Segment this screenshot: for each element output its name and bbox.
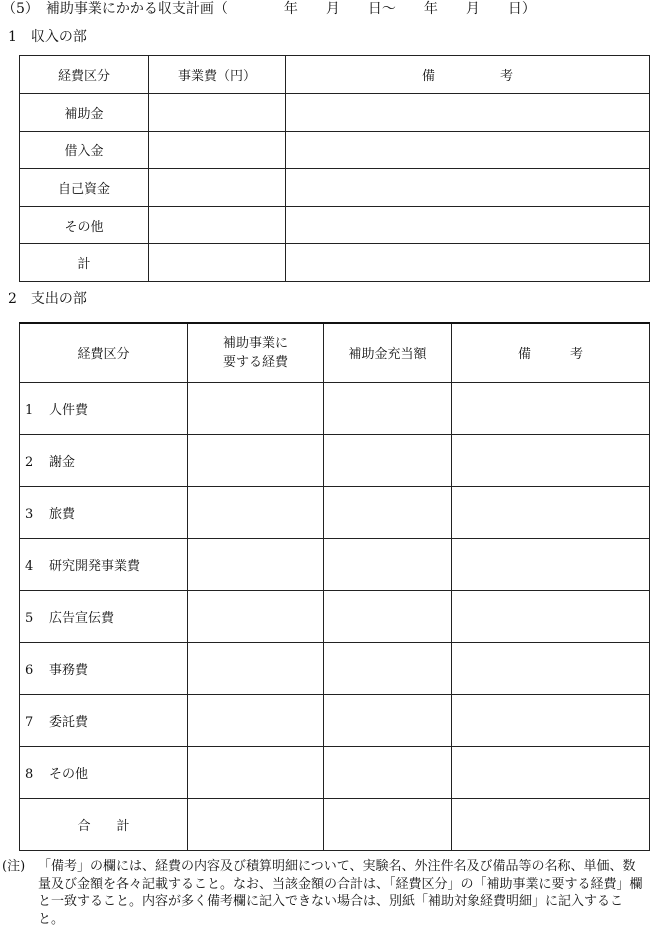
- expense-remarks-cell[interactable]: [452, 746, 650, 798]
- expense-row-label: [20, 590, 188, 642]
- expense-header-category: 経費区分: [20, 323, 188, 382]
- expense-row: [20, 694, 650, 746]
- income-row-label: 計: [20, 244, 149, 282]
- income-row-label: その他: [20, 206, 149, 244]
- income-header-remarks: 備 考: [286, 56, 650, 94]
- expense-row-number: 4: [25, 558, 34, 574]
- expense-required-cell[interactable]: [188, 746, 324, 798]
- income-table: [19, 55, 650, 282]
- expense-row-name: 事務費: [49, 662, 89, 678]
- expense-row: [20, 486, 650, 538]
- expense-table: [19, 322, 650, 851]
- expense-row-number: 8: [25, 766, 34, 782]
- income-remarks-cell[interactable]: [286, 244, 650, 282]
- expense-row-name: 広告宣伝費: [49, 610, 115, 626]
- expense-required-cell[interactable]: [188, 486, 324, 538]
- expense-allotment-cell[interactable]: [324, 382, 452, 434]
- expense-header-required: [188, 323, 324, 382]
- expense-allotment-cell[interactable]: [324, 434, 452, 486]
- expense-row: [20, 382, 650, 434]
- expense-header-required-line1: 補助事業に: [222, 335, 288, 351]
- income-row-label: 補助金: [20, 94, 149, 132]
- expense-row: [20, 538, 650, 590]
- expense-row-label: [20, 538, 188, 590]
- expense-remarks-total-cell[interactable]: [452, 798, 650, 850]
- income-remarks-cell[interactable]: [286, 131, 650, 169]
- expense-required-cell[interactable]: [188, 590, 324, 642]
- income-row-label: 自己資金: [20, 169, 149, 207]
- expense-required-total-cell[interactable]: [188, 798, 324, 850]
- expense-row: [20, 434, 650, 486]
- expense-total-row: [20, 798, 650, 850]
- income-remarks-cell[interactable]: [286, 206, 650, 244]
- footnote-text: 「備考」の欄には、経費の内容及び積算明細について、実験名、外注件名及び備品等の名称、単価、数量及び金額を各々記載すること。なお、当該金額の合計は、「経費区分」の「補助事業に要する経費」欄と一致すること。内容が多く備考欄に記入できない場合は、別紙「補助対象経費明細」に記入すること。: [38, 859, 643, 927]
- expense-required-cell[interactable]: [188, 694, 324, 746]
- expense-row: [20, 746, 650, 798]
- expense-required-cell[interactable]: [188, 538, 324, 590]
- expense-row-number: 5: [25, 610, 34, 626]
- expense-row-number: 2: [25, 454, 34, 470]
- income-row-own-funds: [20, 169, 650, 207]
- income-row-total: [20, 244, 650, 282]
- income-remarks-cell[interactable]: [286, 94, 650, 132]
- expense-remarks-cell[interactable]: [452, 486, 650, 538]
- income-amount-cell[interactable]: [149, 169, 286, 207]
- expense-remarks-cell[interactable]: [452, 694, 650, 746]
- expense-row-label: [20, 746, 188, 798]
- income-row-other: [20, 206, 650, 244]
- expense-allotment-total-cell[interactable]: [324, 798, 452, 850]
- expense-allotment-cell[interactable]: [324, 538, 452, 590]
- expense-row-label: [20, 382, 188, 434]
- expense-required-cell[interactable]: [188, 382, 324, 434]
- footnote: [2, 858, 647, 928]
- expense-row-number: 7: [25, 714, 34, 730]
- expense-required-cell[interactable]: [188, 434, 324, 486]
- income-amount-cell[interactable]: [149, 206, 286, 244]
- page-title: （5） 補助事業にかかる収支計画（ 年 月 日～ 年 月 日）: [2, 1, 536, 17]
- expense-row-label: [20, 434, 188, 486]
- expense-row-number: 1: [25, 402, 34, 418]
- income-header-row: [20, 56, 650, 94]
- expense-allotment-cell[interactable]: [324, 486, 452, 538]
- expense-total-label: 合 計: [20, 798, 188, 850]
- income-header-amount: 事業費（円）: [149, 56, 286, 94]
- income-row-loan: [20, 131, 650, 169]
- income-header-category: 経費区分: [20, 56, 149, 94]
- expense-row-name: 委託費: [49, 714, 89, 730]
- expense-header-remarks: 備 考: [452, 323, 650, 382]
- expense-row-name: 人件費: [49, 402, 89, 418]
- expense-allotment-cell[interactable]: [324, 746, 452, 798]
- expense-row-label: [20, 694, 188, 746]
- expense-header-required-line2: 要する経費: [222, 354, 288, 370]
- expense-allotment-cell[interactable]: [324, 694, 452, 746]
- expense-row-name: 謝金: [49, 454, 76, 470]
- expense-row: [20, 590, 650, 642]
- expense-remarks-cell[interactable]: [452, 590, 650, 642]
- income-amount-cell[interactable]: [149, 131, 286, 169]
- expense-row-number: 3: [25, 506, 34, 522]
- expense-row-name: 研究開発事業費: [49, 558, 141, 574]
- expense-row-label: [20, 642, 188, 694]
- expense-row-number: 6: [25, 662, 34, 678]
- expense-remarks-cell[interactable]: [452, 434, 650, 486]
- footnote-label: (注): [2, 859, 26, 874]
- expense-remarks-cell[interactable]: [452, 538, 650, 590]
- expense-row: [20, 642, 650, 694]
- expense-remarks-cell[interactable]: [452, 642, 650, 694]
- income-remarks-cell[interactable]: [286, 169, 650, 207]
- expense-header-allotment: 補助金充当額: [324, 323, 452, 382]
- income-row-subsidy: [20, 94, 650, 132]
- income-row-label: 借入金: [20, 131, 149, 169]
- income-amount-cell[interactable]: [149, 94, 286, 132]
- income-section-title: 1 収入の部: [8, 29, 87, 45]
- expense-allotment-cell[interactable]: [324, 590, 452, 642]
- expense-remarks-cell[interactable]: [452, 382, 650, 434]
- expense-allotment-cell[interactable]: [324, 642, 452, 694]
- expense-section-title: 2 支出の部: [8, 291, 87, 307]
- expense-row-label: [20, 486, 188, 538]
- expense-row-name: その他: [49, 766, 89, 782]
- income-amount-cell[interactable]: [149, 244, 286, 282]
- expense-row-name: 旅費: [49, 506, 76, 522]
- expense-header-row: [20, 323, 650, 382]
- expense-required-cell[interactable]: [188, 642, 324, 694]
